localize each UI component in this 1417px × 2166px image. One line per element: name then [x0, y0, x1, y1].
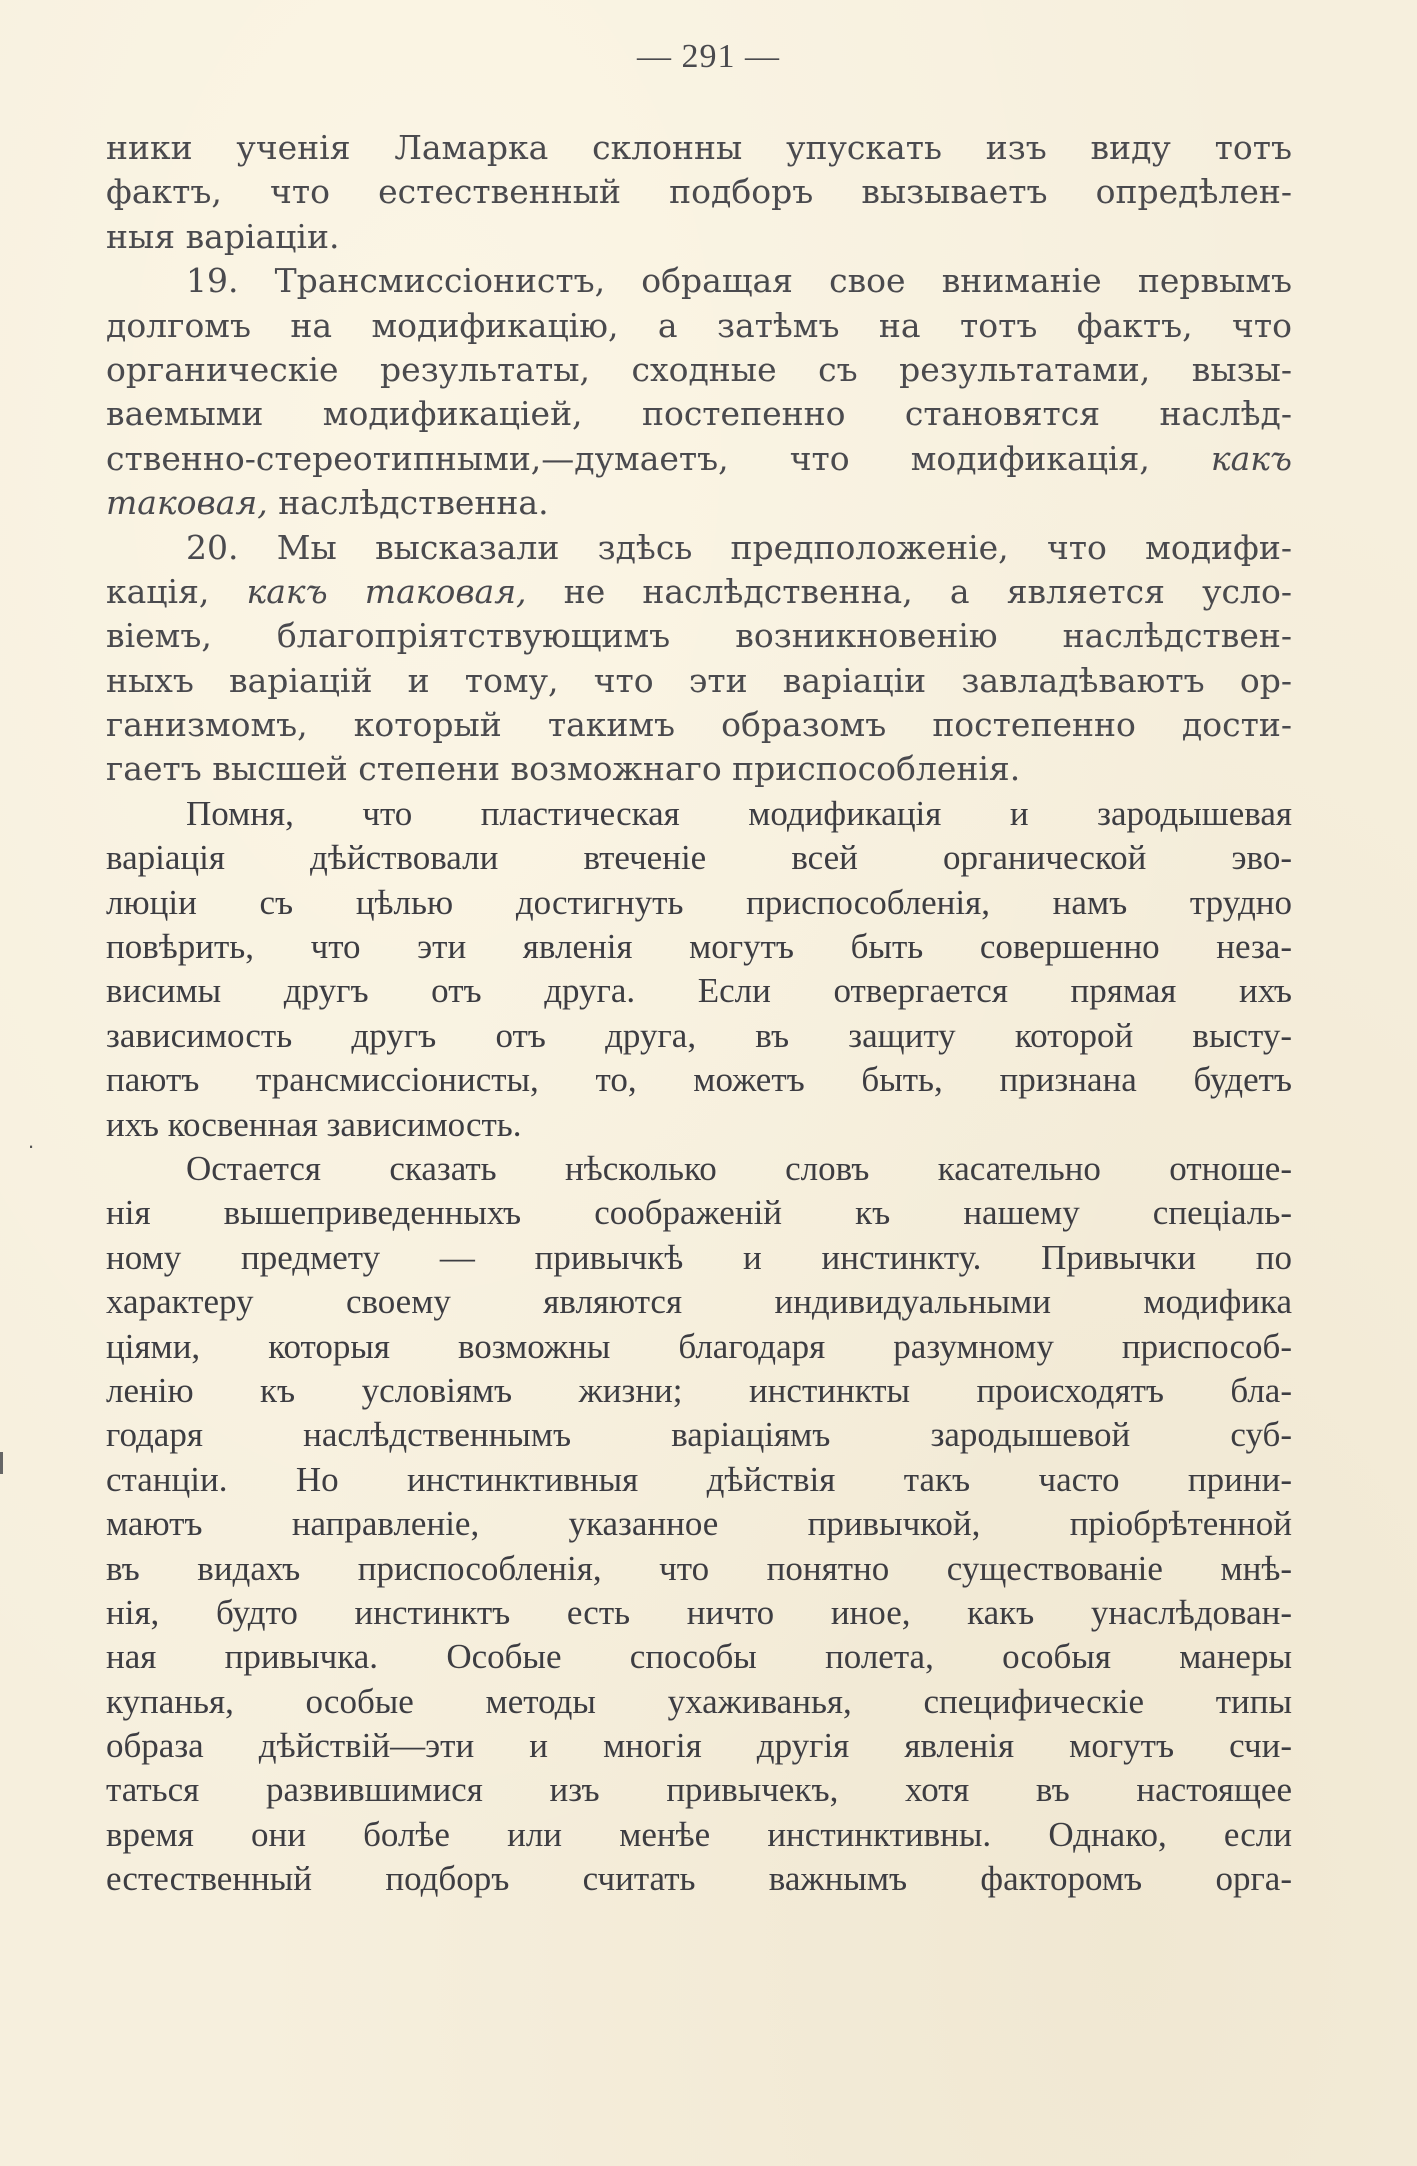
- line-text: ственно-стереотипными,—думаетъ, что модификація,: [106, 438, 1150, 478]
- line-text: зависимость другъ отъ друга, въ защиту которой высту-: [106, 1015, 1292, 1055]
- line-text: віемъ, благопріятствующимъ возникновенію наслѣдствен-: [106, 616, 1292, 656]
- line-text: органическіе результаты, сходные съ результатами, вызы-: [106, 349, 1292, 389]
- text-line: [106, 1591, 1292, 1635]
- line-text: люціи съ цѣлью достигнуть приспособленія, намъ трудно: [106, 882, 1292, 922]
- line-text: время они болѣе или менѣе инстинктивны. Однако, если: [106, 1814, 1292, 1854]
- line-text: характеру своему являются индивидуальными модифика: [106, 1282, 1292, 1322]
- line-text: ихъ косвенная зависимость.: [106, 1104, 522, 1144]
- text-line: [106, 1635, 1292, 1679]
- line-text: кація,: [106, 571, 210, 611]
- line-text: ныя варіаціи.: [106, 216, 340, 256]
- line-text: Помня, что пластическая модификація и зародышевая: [186, 793, 1292, 833]
- text-line: [106, 259, 1292, 303]
- line-text: висимы другъ отъ друга. Если отвергается прямая ихъ: [106, 971, 1292, 1011]
- line-text: ному предмету — привычкѣ и инстинкту. Привычки по: [106, 1237, 1292, 1277]
- line-text: ваемыми модификаціей, постепенно становятся наслѣд-: [106, 394, 1292, 434]
- text-line: [106, 703, 1292, 747]
- margin-tick: [0, 1452, 3, 1474]
- text-line: [106, 1280, 1292, 1324]
- text-line: [106, 1857, 1292, 1901]
- text-line: [106, 1768, 1292, 1812]
- text-line: [106, 437, 1292, 481]
- line-text: 20. Мы высказали здѣсь предположеніе, что модифи-: [186, 527, 1292, 567]
- text-line: [106, 969, 1292, 1013]
- margin-mark: .: [28, 1128, 35, 1153]
- text-line: [106, 392, 1292, 436]
- text-line: [106, 1680, 1292, 1724]
- text-line: [106, 170, 1292, 214]
- text-line: [106, 1103, 1292, 1147]
- line-text: ленію къ условіямъ жизни; инстинкты происходятъ бла-: [106, 1370, 1292, 1410]
- line-text: повѣрить, что эти явленія могутъ быть совершенно неза-: [106, 927, 1292, 967]
- line-text: образа дѣйствій—эти и многія другія явленія могутъ счи-: [106, 1726, 1292, 1766]
- line-text: годаря наслѣдственнымъ варіаціямъ зародышевой суб-: [106, 1415, 1292, 1455]
- line-text: 19. Трансмиссіонистъ, обращая свое вниманіе первымъ: [186, 261, 1292, 301]
- line-text: ганизмомъ, который такимъ образомъ постепенно дости-: [106, 705, 1292, 745]
- text-line: [106, 1058, 1292, 1102]
- line-text: нія вышеприведенныхъ соображеній къ нашему спеціаль-: [106, 1193, 1292, 1233]
- line-text: ники ученія Ламарка склонны упускать изъ виду тотъ: [106, 128, 1292, 167]
- line-text: ціями, которыя возможны благодаря разумному приспособ-: [106, 1326, 1292, 1366]
- text-line: [106, 304, 1292, 348]
- line-text: гаетъ высшей степени возможнаго приспособленія.: [106, 749, 1021, 789]
- text-line: [106, 792, 1292, 836]
- text-line: [106, 1413, 1292, 1457]
- text-line: [106, 526, 1292, 570]
- text-line: [106, 1724, 1292, 1768]
- line-text: нія, будто инстинктъ есть ничто иное, какъ унаслѣдован-: [106, 1592, 1292, 1632]
- text-line: [106, 1458, 1292, 1502]
- text-line: [106, 1369, 1292, 1413]
- italic-phrase: какъ таковая,: [246, 571, 527, 611]
- line-text: ныхъ варіацій и тому, что эти варіаціи завладѣваютъ ор-: [106, 660, 1292, 700]
- line-text: маютъ направленіе, указанное привычкой, пріобрѣтенной: [106, 1504, 1292, 1544]
- line-text-after: не наслѣдственна, а является усло-: [526, 571, 1292, 611]
- line-text: станціи. Но инстинктивныя дѣйствія такъ часто прини-: [106, 1459, 1292, 1499]
- italic-phrase: таковая,: [106, 483, 268, 523]
- text-line: [106, 1813, 1292, 1857]
- text-line: [106, 925, 1292, 969]
- line-text: долгомъ на модификацію, а затѣмъ на тотъ фактъ, что: [106, 305, 1292, 345]
- italic-phrase: какъ: [1210, 438, 1292, 478]
- page-number: — 291 —: [637, 38, 780, 75]
- line-text: паютъ трансмиссіонисты, то, можетъ быть, признана будетъ: [106, 1060, 1292, 1100]
- text-line: [106, 1014, 1292, 1058]
- text-line: [106, 614, 1292, 658]
- line-text: естественный подборъ считать важнымъ факторомъ орга-: [106, 1859, 1292, 1899]
- text-line: [106, 126, 1292, 170]
- body-text: [106, 126, 1292, 1902]
- text-line: [106, 659, 1292, 703]
- line-text: фактъ, что естественный подборъ вызываетъ опредѣлен-: [106, 172, 1292, 212]
- text-line: [106, 215, 1292, 259]
- text-line: [106, 881, 1292, 925]
- text-line: [106, 570, 1292, 614]
- line-text-after: наслѣдственна.: [267, 483, 549, 523]
- text-line: [106, 1147, 1292, 1191]
- text-line: [106, 481, 1292, 525]
- text-line: [106, 1325, 1292, 1369]
- text-line: [106, 1236, 1292, 1280]
- text-line: [106, 348, 1292, 392]
- text-line: [106, 1191, 1292, 1235]
- line-text: въ видахъ приспособленія, что понятно существованіе мнѣ-: [106, 1548, 1292, 1588]
- line-text: Остается сказать нѣсколько словъ касательно отноше-: [186, 1148, 1292, 1188]
- text-line: [106, 747, 1292, 791]
- line-text: ная привычка. Особые способы полета, особыя манеры: [106, 1637, 1292, 1677]
- line-text: варіація дѣйствовали втеченіе всей органической эво-: [106, 838, 1292, 878]
- text-line: [106, 1502, 1292, 1546]
- line-text: купанья, особые методы ухаживанья, специфическіе типы: [106, 1681, 1292, 1721]
- text-line: [106, 1547, 1292, 1591]
- line-text: таться развившимися изъ привычекъ, хотя въ настоящее: [106, 1770, 1292, 1810]
- text-line: [106, 836, 1292, 880]
